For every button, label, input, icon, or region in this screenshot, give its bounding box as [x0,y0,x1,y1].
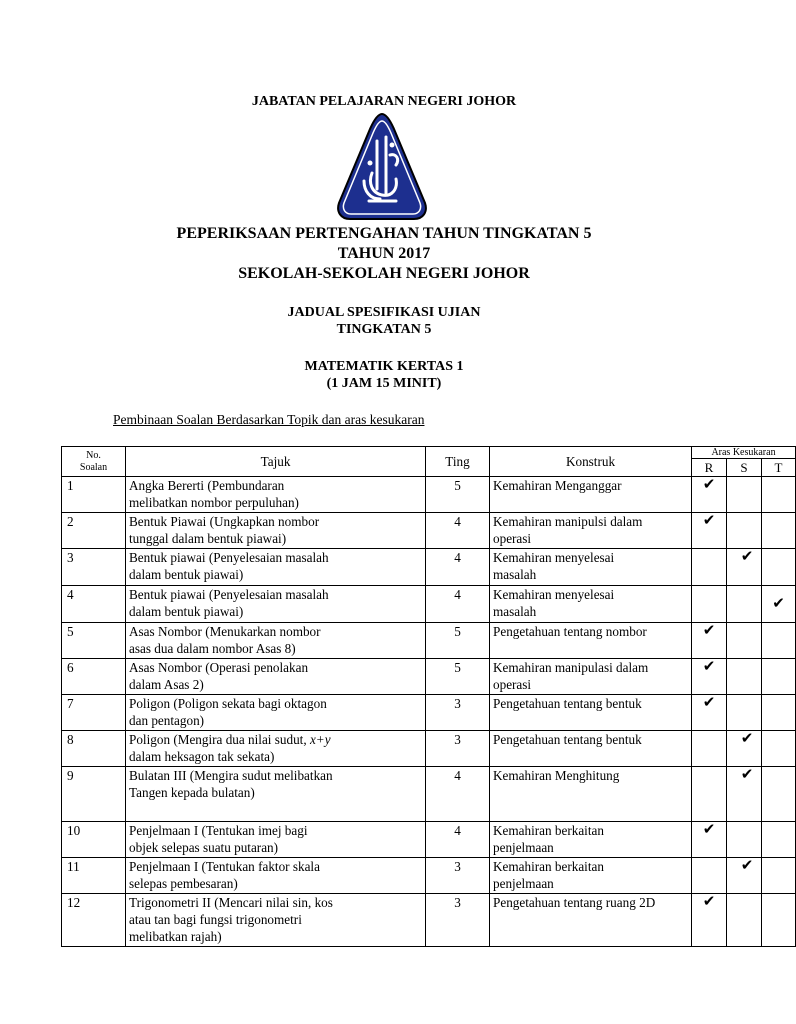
difficulty-r-cell [692,894,727,947]
department-heading: JABATAN PELAJARAN NEGERI JOHOR [251,94,517,109]
question-number-cell: 8 [62,731,126,767]
construct-line: Pengetahuan tentang nombor [493,624,647,639]
difficulty-r-cell [692,695,727,731]
topic-line: objek selepas suatu putaran) [129,840,279,855]
difficulty-r-cell [692,659,727,695]
topic-cell [126,731,426,767]
exam-title: PEPERIKSAAN PERTENGAHAN TAHUN TINGKATAN 5 [176,225,592,242]
header-topic: Tajuk [126,447,426,477]
specification-table [61,446,796,947]
table-row [62,477,796,513]
topic-line: dalam bentuk piawai) [129,604,244,619]
table-row [62,623,796,659]
difficulty-t-cell [762,477,796,513]
topic-line: Bentuk Piawai (Ungkapkan nombor [129,514,320,529]
topic-cell [126,822,426,858]
topic-line: tunggal dalam bentuk piawai) [129,531,287,546]
form-cell: 3 [426,695,490,731]
difficulty-s-cell [727,549,762,586]
table-row [62,659,796,695]
difficulty-s-cell [727,695,762,731]
subject-name: MATEMATIK KERTAS 1 [304,359,464,374]
topic-line: dalam bentuk piawai) [129,567,244,582]
topic-cell [126,767,426,822]
topic-line: dalam heksagon tak sekata) [129,749,275,764]
construct-cell [490,767,692,822]
specification-heading [0,304,768,338]
topic-cell [126,586,426,623]
header-level-s: S [727,459,762,477]
topic-line: Asas Nombor (Menukarkan nombor [129,624,321,639]
checkmark-icon: ✔ [740,767,754,783]
question-number-cell: 6 [62,659,126,695]
form-cell: 4 [426,549,490,586]
construct-line: Pengetahuan tentang bentuk [493,732,642,747]
specification-table-body [62,477,796,947]
topic-line: Bentuk piawai (Penyelesaian masalah [129,587,329,602]
difficulty-t-cell [762,659,796,695]
difficulty-t-cell [762,586,796,623]
topic-line: Penjelmaan I (Tentukan faktor skala [129,859,320,874]
difficulty-r-cell [692,549,727,586]
header-level-r: R [692,459,727,477]
difficulty-s-cell [727,767,762,822]
checkmark-icon: ✔ [702,659,716,675]
difficulty-r-cell [692,513,727,549]
table-row [62,858,796,894]
construct-line: masalah [493,567,537,582]
topic-line: Angka Bererti (Pembundaran [129,478,285,493]
topic-cell [126,858,426,894]
table-row [62,513,796,549]
question-number-cell: 12 [62,894,126,947]
topic-line: dalam Asas 2) [129,677,204,692]
checkmark-icon: ✔ [702,477,716,493]
difficulty-s-cell [727,731,762,767]
topic-line: selepas pembesaran) [129,876,238,891]
topic-line [129,801,422,818]
difficulty-s-cell [727,659,762,695]
table-row [62,731,796,767]
question-number-cell: 9 [62,767,126,822]
topic-line: Poligon (Poligon sekata bagi oktagon [129,696,327,711]
construct-cell [490,695,692,731]
topic-line: Bentuk piawai (Penyelesaian masalah [129,550,329,565]
question-number-cell: 10 [62,822,126,858]
topic-cell [126,513,426,549]
form-cell: 3 [426,894,490,947]
question-number-cell: 3 [62,549,126,586]
construct-line: Kemahiran Menganggar [493,478,622,493]
table-row [62,894,796,947]
difficulty-s-cell [727,513,762,549]
checkmark-icon: ✔ [740,731,754,747]
topic-line: Trigonometri II (Mencari nilai sin, kos [129,895,333,910]
checkmark-icon: ✔ [740,858,754,874]
construct-cell [490,659,692,695]
difficulty-t-cell [762,549,796,586]
difficulty-r-cell [692,767,727,822]
difficulty-t-cell [762,695,796,731]
form-cell: 4 [426,513,490,549]
question-number-cell: 5 [62,623,126,659]
topic-line: dan pentagon) [129,713,205,728]
table-row [62,695,796,731]
topic-cell [126,477,426,513]
difficulty-t-cell [762,623,796,659]
difficulty-r-cell [692,623,727,659]
construct-line: Kemahiran berkaitan [493,859,604,874]
difficulty-t-cell [762,731,796,767]
difficulty-s-cell [727,586,762,623]
question-number-cell: 11 [62,858,126,894]
exam-title-block [0,224,768,284]
construct-line: penjelmaan [493,840,554,855]
construct-line: masalah [493,604,537,619]
difficulty-t-cell [762,822,796,858]
topic-line: Asas Nombor (Operasi penolakan [129,660,309,675]
difficulty-t-cell [762,894,796,947]
checkmark-icon: ✔ [702,623,716,639]
topic-cell [126,549,426,586]
header-construct: Konstruk [490,447,692,477]
question-number-cell: 1 [62,477,126,513]
difficulty-r-cell [692,477,727,513]
topic-line: melibatkan rajah) [129,929,222,944]
difficulty-r-cell [692,731,727,767]
table-title: JADUAL SPESIFIKASI UJIAN [287,305,481,320]
table-row [62,549,796,586]
header-difficulty-level: Aras Kesukaran [692,447,796,459]
header-question-number: No. Soalan [62,447,126,477]
topic-line: melibatkan nombor perpuluhan) [129,495,299,510]
construct-line: Kemahiran manipulasi dalam [493,660,649,675]
form-cell: 3 [426,858,490,894]
table-row [62,586,796,623]
form-level: TINGKATAN 5 [336,322,432,337]
form-cell: 3 [426,731,490,767]
construct-cell [490,623,692,659]
construct-cell [490,731,692,767]
question-number-cell: 7 [62,695,126,731]
construct-cell [490,822,692,858]
form-cell: 5 [426,623,490,659]
difficulty-s-cell [727,822,762,858]
question-number-cell: 4 [62,586,126,623]
topic-line: Tangen kepada bulatan) [129,785,255,800]
form-cell: 4 [426,586,490,623]
construct-cell [490,513,692,549]
construct-cell [490,894,692,947]
form-cell: 5 [426,659,490,695]
topic-cell [126,623,426,659]
form-cell: 4 [426,767,490,822]
form-cell: 5 [426,477,490,513]
construct-cell [490,549,692,586]
checkmark-icon: ✔ [740,549,754,565]
exam-duration: (1 JAM 15 MINIT) [326,376,442,391]
construct-line: penjelmaan [493,876,554,891]
construct-cell [490,858,692,894]
difficulty-s-cell [727,858,762,894]
difficulty-s-cell [727,894,762,947]
question-number-cell: 2 [62,513,126,549]
header-form: Ting [426,447,490,477]
exam-year: TAHUN 2017 [337,245,431,262]
checkmark-icon: ✔ [702,513,716,529]
construct-line: operasi [493,531,532,546]
difficulty-t-cell [762,767,796,822]
topic-cell [126,695,426,731]
topic-line: atau tan bagi fungsi trigonometri [129,912,302,927]
construct-line: Pengetahuan tentang bentuk [493,696,642,711]
construct-line: Kemahiran manipulsi dalam [493,514,643,529]
subject-heading [0,358,768,392]
difficulty-r-cell [692,858,727,894]
construct-line: Kemahiran menyelesai [493,550,615,565]
construct-line: Pengetahuan tentang ruang 2D [493,895,656,910]
difficulty-s-cell [727,623,762,659]
checkmark-icon: ✔ [772,596,785,612]
checkmark-icon: ✔ [702,894,716,910]
checkmark-icon: ✔ [702,822,716,838]
difficulty-t-cell [762,858,796,894]
construct-line: Kemahiran berkaitan [493,823,604,838]
table-caption: Pembinaan Soalan Berdasarkan Topik dan aras kesukaran [113,412,425,427]
topic-cell [126,659,426,695]
topic-line: Bulatan III (Mengira sudut melibatkan [129,768,333,783]
difficulty-s-cell [727,477,762,513]
header-level-t: T [762,459,796,477]
table-row [62,822,796,858]
form-cell: 4 [426,822,490,858]
topic-cell [126,894,426,947]
table-row [62,767,796,822]
construct-line: operasi [493,677,532,692]
schools-heading: SEKOLAH-SEKOLAH NEGERI JOHOR [238,265,530,282]
difficulty-r-cell [692,586,727,623]
topic-line: Penjelmaan I (Tentukan imej bagi [129,823,308,838]
topic-line: asas dua dalam nombor Asas 8) [129,641,296,656]
construct-cell [490,477,692,513]
difficulty-r-cell [692,822,727,858]
topic-line: Poligon (Mengira dua nilai sudut, x+y [129,732,331,747]
checkmark-icon: ✔ [702,695,716,711]
difficulty-t-cell [762,513,796,549]
construct-cell [490,586,692,623]
construct-line: Kemahiran menyelesai [493,587,615,602]
construct-line: Kemahiran Menghitung [493,768,620,783]
johor-education-crest-logo [334,111,430,223]
